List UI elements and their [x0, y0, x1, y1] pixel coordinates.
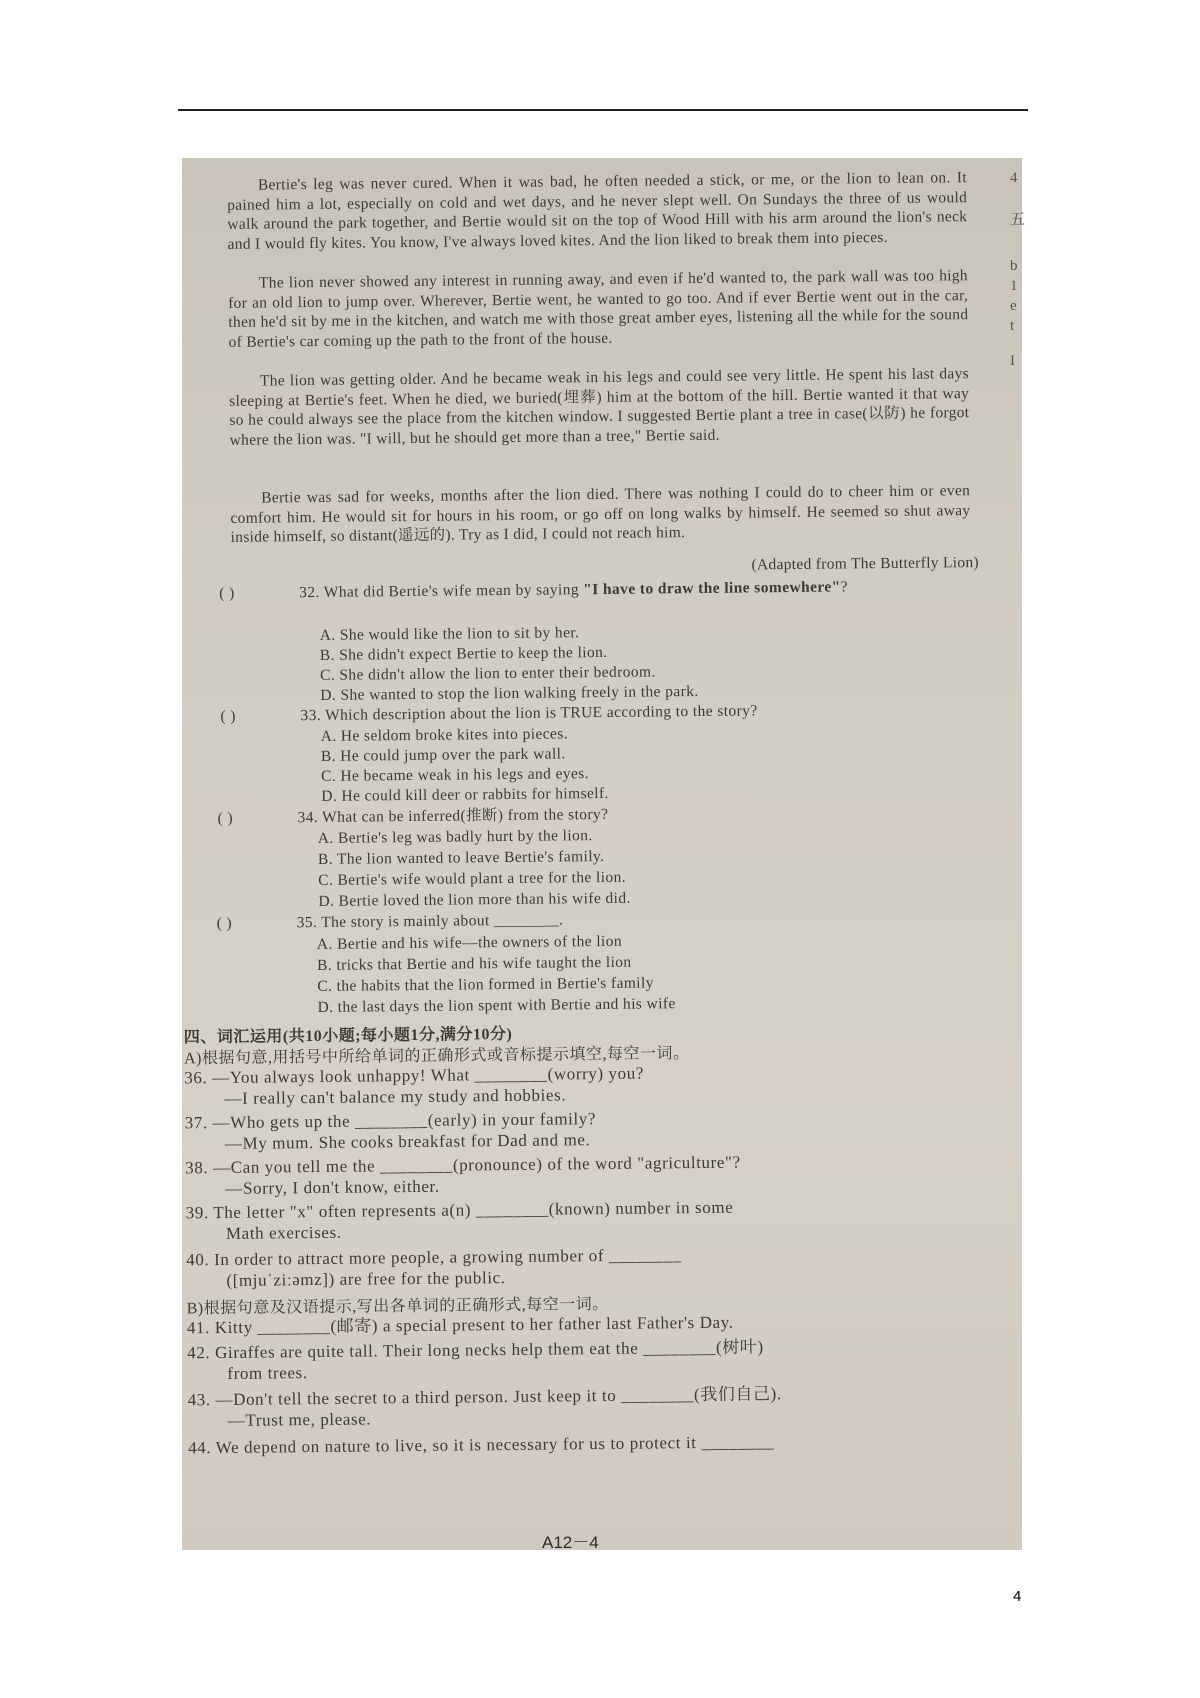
passage-paragraph-2: The lion never showed any interest in running away, and even if he'd wanted to, the park wall was too high for an old lion to jump over. Wherever, Bertie went, he wanted to go too. And if ever Bertie went out in the car, then he'd sit by me in the kitchen, and watch me with those great amber eyes, listening all the while for the sound of Bertie's car coming up the path to the front of the house.	[228, 267, 969, 351]
question-number: 33.	[300, 706, 322, 725]
item-line: 42. Giraffes are quite tall. Their long necks help them eat the ________(树叶)	[187, 1337, 764, 1363]
item-line: 37. —Who gets up the ________(early) in your family?	[184, 1109, 597, 1133]
exam-page-code: A12－4	[542, 1533, 599, 1552]
passage-paragraph-3: The lion was getting older. And he became weak in his legs and could see very little. He spent his last days sleeping at Bertie's feet. When he died, we buried(埋葬) him at the bottom of the hill. Bertie wanted it that way so he could always see the place from the kitchen window. I suggested Bertie plant a tree in case(以防) he forgot where the lion was. "I will, but he should get more than a tree," Bertie said.	[229, 365, 970, 449]
section-4-title: 四、词汇运用(共10小题;每小题1分,满分10分)	[183, 1025, 513, 1047]
answer-blank[interactable]: ( )	[217, 809, 234, 828]
answer-blank[interactable]: ( )	[219, 584, 235, 602]
section-4-part-b: B)根据句意及汉语提示,写出各单词的正确形式,每空一词。	[186, 1295, 609, 1318]
option-33a: A. He seldom broke kites into pieces.	[320, 725, 569, 745]
option-33c: C. He became weak in his legs and eyes.	[321, 765, 590, 785]
scanned-page	[182, 158, 1026, 1552]
question-stem: What can be inferred(推断) from the story?	[322, 805, 609, 826]
scan-content	[175, 154, 1030, 1555]
cut-off-margin-text	[1008, 158, 1026, 1550]
question-stem: The story is mainly about ________.	[321, 911, 564, 931]
question-stem-end: ?	[840, 578, 848, 596]
question-35	[217, 910, 564, 934]
item-line: 43. —Don't tell the secret to a third person. Just keep it to ________(我们自己).	[187, 1384, 782, 1410]
section-4-part-a: A)根据句意,用括号中所给单词的正确形式或音标提示填空,每空一词。	[183, 1045, 690, 1068]
passage-paragraph-1: Bertie's leg was never cured. When it was bad, he often needed a stick, or me, or the lion to lean on. It pained him a lot, especially on cold and wet days, and he never slept well. On Sundays the three of us would walk around the park together, and Bertie would sit on the top of Wood Hill with his arm around the lion's neck and I would fly kites. You know, I've always loved kites. And the lion liked to break them into pieces.	[227, 169, 968, 253]
item-44	[188, 1429, 988, 1458]
item-line: ([mjuˈziːəmz]) are free for the public.	[226, 1268, 506, 1290]
option-34b: B. The lion wanted to leave Bertie's family.	[317, 847, 605, 868]
item-line: Math exercises.	[225, 1222, 342, 1243]
question-stem: Which description about the lion is TRUE according to the story?	[324, 702, 758, 724]
item-38	[185, 1149, 985, 1199]
item-40	[186, 1241, 986, 1291]
item-line: —Trust me, please.	[227, 1409, 372, 1430]
margin-char: I	[1010, 353, 1015, 369]
option-35c: C. the habits that the lion formed in Bertie's family	[317, 974, 654, 995]
question-stem: What did Bertie's wife mean by saying	[323, 581, 580, 601]
option-35d: D. the last days the lion spent with Bertie and his wife	[317, 995, 676, 1016]
passage-paragraph-4: Bertie was sad for weeks, months after the lion died. There was nothing I could do to cheer him or even comfort him. He would sit for hours in his room, or go off on long walks by himself. He seemed so shut away inside himself, so distant(遥远的). Try as I did, I could not reach him.	[230, 482, 971, 546]
question-stem-quote: "I have to draw the line somewhere"	[583, 578, 841, 599]
question-number: 34.	[297, 808, 319, 827]
option-35a: A. Bertie and his wife—the owners of the lion	[316, 932, 623, 953]
item-37	[185, 1104, 985, 1154]
question-32	[219, 576, 979, 604]
item-line: —Sorry, I don't know, either.	[225, 1176, 440, 1198]
option-34c: C. Bertie's wife would plant a tree for the lion.	[318, 868, 627, 889]
question-number: 32.	[299, 583, 320, 602]
option-34d: D. Bertie loved the lion more than his wife did.	[318, 889, 631, 910]
item-line: from trees.	[227, 1363, 308, 1383]
margin-char: 1	[1010, 278, 1018, 294]
item-line: 41. Kitty ________(邮寄) a special present to her father last Father's Day.	[186, 1312, 734, 1338]
item-line: 38. —Can you tell me the ________(pronounce) of the word "agriculture"?	[185, 1152, 741, 1178]
passage-source: (Adapted from The Butterfly Lion)	[751, 554, 980, 574]
margin-char: t	[1010, 318, 1015, 334]
option-32b: B. She didn't expect Bertie to keep the lion.	[319, 643, 608, 664]
item-36	[184, 1059, 984, 1109]
answer-blank[interactable]: ( )	[216, 914, 233, 933]
item-line: 39. The letter "x" often represents a(n) ________(known) number in some	[185, 1197, 734, 1223]
margin-char: 4	[1010, 170, 1018, 186]
option-32a: A. She would like the lion to sit by her.	[319, 624, 580, 644]
item-43	[188, 1381, 988, 1431]
option-32c: C. She didn't allow the lion to enter their bedroom.	[319, 663, 656, 684]
option-32d: D. She wanted to stop the lion walking freely in the park.	[320, 682, 699, 704]
item-39	[186, 1194, 986, 1244]
item-line: 40. In order to attract more people, a growing number of ________	[186, 1245, 682, 1270]
option-34a: A. Bertie's leg was badly hurt by the lion.	[317, 827, 593, 847]
option-33d: D. He could kill deer or rabbits for himself.	[321, 784, 609, 805]
item-line: —My mum. She cooks breakfast for Dad and me.	[224, 1130, 591, 1153]
question-number: 35.	[296, 913, 318, 932]
margin-char: b	[1010, 258, 1018, 274]
item-line: 36. —You always look unhappy! What ________(worry) you?	[184, 1063, 645, 1088]
margin-char: 五	[1010, 212, 1026, 228]
option-35b: B. tricks that Bertie and his wife taught the lion	[317, 953, 632, 974]
option-33b: B. He could jump over the park wall.	[320, 745, 566, 765]
item-line: 44. We depend on nature to live, so it is necessary for us to protect it ________	[188, 1432, 775, 1458]
header-rule	[178, 109, 1028, 111]
question-33	[220, 701, 757, 727]
question-34	[217, 805, 608, 829]
margin-char: e	[1010, 298, 1017, 314]
item-42	[187, 1334, 987, 1384]
answer-blank[interactable]: ( )	[220, 707, 236, 725]
page-number: 4	[1013, 1588, 1022, 1605]
item-line: —I really can't balance my study and hobbies.	[224, 1085, 567, 1108]
